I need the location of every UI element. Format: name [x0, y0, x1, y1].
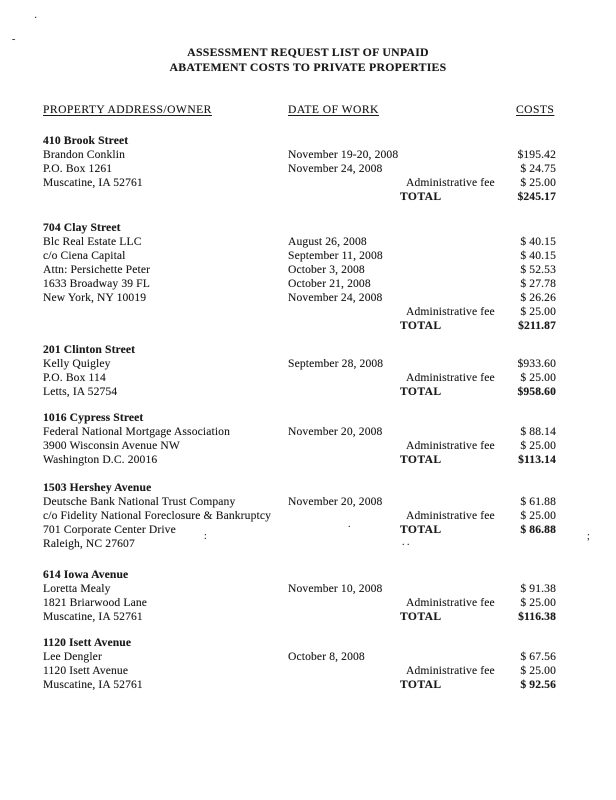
cost-amount: $ 61.88	[520, 495, 556, 508]
entry-row	[0, 596, 616, 610]
entry-row	[0, 162, 616, 176]
entry-row	[0, 263, 616, 277]
entry-row	[0, 509, 616, 523]
owner-address-line: P.O. Box 114	[43, 371, 106, 384]
owner-address-line: c/o Fidelity National Foreclosure & Bankruptcy	[43, 509, 272, 522]
total-label: TOTAL	[400, 610, 442, 623]
entry-row	[0, 371, 616, 385]
owner-address-line: New York, NY 10019	[43, 291, 147, 304]
owner-address-line: Attn: Persichette Peter	[43, 263, 151, 276]
entry-row	[0, 664, 616, 678]
total-amount: $116.38	[518, 610, 556, 623]
cost-amount: $ 88.14	[520, 425, 556, 438]
owner-address-line: Brandon Conklin	[43, 148, 125, 161]
entry-row	[0, 190, 616, 204]
document-title-line1: ASSESSMENT REQUEST LIST OF UNPAID	[187, 45, 429, 59]
column-header-costs: COSTS	[516, 103, 555, 116]
entry-row	[0, 176, 616, 190]
work-date: November 24, 2008	[288, 291, 383, 304]
scan-artifact: . .	[402, 537, 410, 548]
cost-amount: $ 25.00	[520, 664, 556, 677]
property-entry	[0, 343, 616, 399]
cost-amount: $ 25.00	[520, 596, 556, 609]
scan-artifact: -	[12, 34, 16, 45]
owner-address-line: 1120 Isett Avenue	[43, 664, 129, 677]
cost-amount: $ 25.00	[520, 439, 556, 452]
entry-row	[0, 636, 616, 650]
entry-row	[0, 678, 616, 692]
admin-fee-label: Administrative fee	[406, 176, 495, 189]
entry-row	[0, 439, 616, 453]
scan-artifact: ·	[34, 13, 38, 24]
owner-address-line: Washington D.C. 20016	[43, 453, 158, 466]
cost-amount: $ 40.15	[520, 235, 556, 248]
scan-artifact: ;	[587, 531, 590, 542]
document-title-line2: ABATEMENT COSTS TO PRIVATE PROPERTIES	[169, 60, 447, 74]
admin-fee-label: Administrative fee	[406, 439, 495, 452]
entry-row	[0, 221, 616, 235]
owner-address-line: 701 Corporate Center Drive	[43, 523, 176, 536]
owner-address-line: Muscatine, IA 52761	[43, 610, 143, 623]
entry-row	[0, 610, 616, 624]
work-date: October 8, 2008	[288, 650, 365, 663]
scan-artifact: :	[204, 531, 207, 542]
total-label: TOTAL	[400, 453, 442, 466]
entry-row	[0, 277, 616, 291]
cost-amount: $ 27.78	[520, 277, 556, 290]
entry-row	[0, 568, 616, 582]
entry-address: 704 Clay Street	[43, 221, 121, 234]
entry-row	[0, 453, 616, 467]
admin-fee-label: Administrative fee	[406, 509, 495, 522]
cost-amount: $195.42	[517, 148, 556, 161]
owner-address-line: Kelly Quigley	[43, 357, 111, 370]
entry-row	[0, 481, 616, 495]
entry-row	[0, 291, 616, 305]
entry-address: 1503 Hershey Avenue	[43, 481, 152, 494]
property-entry	[0, 568, 616, 624]
owner-address-line: Muscatine, IA 52761	[43, 678, 143, 691]
owner-address-line: c/o Ciena Capital	[43, 249, 126, 262]
entry-row	[0, 582, 616, 596]
entry-row	[0, 134, 616, 148]
total-amount: $113.14	[518, 453, 556, 466]
entry-row	[0, 249, 616, 263]
work-date: November 20, 2008	[288, 495, 383, 508]
entry-row	[0, 148, 616, 162]
total-label: TOTAL	[400, 678, 442, 691]
work-date: November 24, 2008	[288, 162, 383, 175]
cost-amount: $ 40.15	[520, 249, 556, 262]
entry-row	[0, 411, 616, 425]
property-entry	[0, 221, 616, 333]
work-date: November 20, 2008	[288, 425, 383, 438]
cost-amount: $ 25.00	[520, 305, 556, 318]
entry-row	[0, 343, 616, 357]
admin-fee-label: Administrative fee	[406, 664, 495, 677]
entry-address: 201 Clinton Street	[43, 343, 136, 356]
work-date: October 21, 2008	[288, 277, 371, 290]
owner-address-line: P.O. Box 1261	[43, 162, 113, 175]
cost-amount: $ 67.56	[520, 650, 556, 663]
owner-address-line: Muscatine, IA 52761	[43, 176, 143, 189]
owner-address-line: Deutsche Bank National Trust Company	[43, 495, 236, 508]
cost-amount: $ 26.26	[520, 291, 556, 304]
owner-address-line: 1821 Briarwood Lane	[43, 596, 148, 609]
owner-address-line: Raleigh, NC 27607	[43, 537, 135, 550]
work-date: October 3, 2008	[288, 263, 365, 276]
owner-address-line: Loretta Mealy	[43, 582, 111, 595]
total-amount: $ 92.56	[520, 678, 556, 691]
entry-row	[0, 650, 616, 664]
entry-row	[0, 385, 616, 399]
cost-amount: $ 25.00	[520, 509, 556, 522]
entry-row	[0, 537, 616, 551]
work-date: September 28, 2008	[288, 357, 384, 370]
admin-fee-label: Administrative fee	[406, 596, 495, 609]
entry-row	[0, 305, 616, 319]
entry-address: 614 Iowa Avenue	[43, 568, 129, 581]
total-label: TOTAL	[400, 385, 442, 398]
total-amount: $245.17	[517, 190, 556, 203]
cost-amount: $ 25.00	[520, 371, 556, 384]
entry-row	[0, 319, 616, 333]
property-entry	[0, 411, 616, 467]
total-label: TOTAL	[400, 523, 442, 536]
total-amount: $958.60	[517, 385, 556, 398]
entry-address: 1016 Cypress Street	[43, 411, 144, 424]
document-title	[0, 45, 616, 75]
entry-row	[0, 495, 616, 509]
owner-address-line: Letts, IA 52754	[43, 385, 118, 398]
scan-artifact: .	[348, 519, 351, 530]
owner-address-line: 1633 Broadway 39 FL	[43, 277, 150, 290]
cost-amount: $ 25.00	[520, 176, 556, 189]
entry-row	[0, 425, 616, 439]
work-date: November 19-20, 2008	[288, 148, 399, 161]
admin-fee-label: Administrative fee	[406, 305, 495, 318]
work-date: September 11, 2008	[288, 249, 383, 262]
owner-address-line: Federal National Mortgage Association	[43, 425, 230, 438]
column-header-date-of-work: DATE OF WORK	[288, 103, 379, 116]
owner-address-line: Blc Real Estate LLC	[43, 235, 142, 248]
entry-address: 1120 Isett Avenue	[43, 636, 132, 649]
owner-address-line: Lee Dengler	[43, 650, 102, 663]
entry-address: 410 Brook Street	[43, 134, 129, 147]
cost-amount: $ 52.53	[520, 263, 556, 276]
admin-fee-label: Administrative fee	[406, 371, 495, 384]
cost-amount: $933.60	[517, 357, 556, 370]
property-entry	[0, 636, 616, 692]
property-entry	[0, 481, 616, 551]
total-amount: $211.87	[518, 319, 556, 332]
column-header-property-address-owner: PROPERTY ADDRESS/OWNER	[43, 103, 212, 116]
total-label: TOTAL	[400, 319, 442, 332]
property-entry	[0, 134, 616, 204]
total-label: TOTAL	[400, 190, 442, 203]
entry-row	[0, 357, 616, 371]
entry-row	[0, 235, 616, 249]
entry-row	[0, 523, 616, 537]
cost-amount: $ 91.38	[520, 582, 556, 595]
work-date: November 10, 2008	[288, 582, 383, 595]
work-date: August 26, 2008	[288, 235, 367, 248]
cost-amount: $ 24.75	[520, 162, 556, 175]
total-amount: $ 86.88	[520, 523, 556, 536]
owner-address-line: 3900 Wisconsin Avenue NW	[43, 439, 180, 452]
